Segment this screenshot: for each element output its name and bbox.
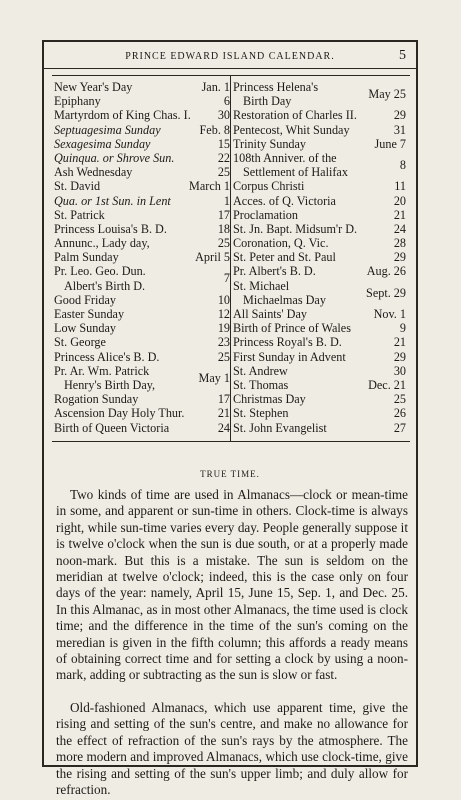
- calendar-row: [233, 264, 408, 278]
- event-date: 28: [393, 236, 406, 251]
- event-date: 27: [393, 420, 406, 435]
- calendar-row: [54, 80, 232, 94]
- page-title: PRINCE EDWARD ISLAND CALENDAR.: [125, 51, 335, 62]
- event-name: Easter Sunday: [54, 307, 125, 322]
- section-title: TRUE TIME.: [200, 469, 260, 479]
- event-name: Palm Sunday: [54, 250, 119, 265]
- event-date: May 1: [198, 370, 230, 385]
- event-name: Princess Louisa's B. D.: [54, 221, 167, 236]
- event-name: Acces. of Q. Victoria: [233, 193, 336, 208]
- calendar-row: [54, 364, 232, 392]
- event-name: Restoration of Charles II.: [233, 108, 357, 123]
- event-name: Christmas Day: [233, 392, 306, 407]
- event-name: St. Jn. Bapt. Midsum'r D.: [233, 221, 358, 236]
- event-name: Pr. Leo. Geo. Dun.: [54, 264, 146, 279]
- calendar-row: [233, 179, 408, 193]
- event-date: 22: [217, 150, 230, 165]
- calendar-row: [54, 335, 232, 349]
- event-name: Low Sunday: [54, 321, 116, 336]
- event-date: 6: [223, 94, 230, 109]
- calendar-row: [233, 208, 408, 222]
- event-date: Sept. 29: [366, 285, 406, 300]
- event-date: 20: [393, 193, 406, 208]
- calendar-row: [233, 80, 408, 108]
- event-date: Dec. 21: [368, 377, 406, 392]
- event-name: Ash Wednesday: [54, 165, 133, 180]
- event-name: Proclamation: [233, 207, 298, 222]
- event-name: Good Friday: [54, 292, 116, 307]
- event-date: 25: [217, 236, 230, 251]
- event-date: Aug. 26: [366, 264, 406, 279]
- event-date: 25: [217, 349, 230, 364]
- paragraph-true-time-2: Old-fashioned Almanacs, which use apparent time, give the rising and setting of the sun's centre, and make no allowance for the effect of refraction of the sun's rays by the atmosphere. The more modern and improved Almanacs, which use clock-time, give the rising and setting of the sun's upper limb; and duly allow for refraction.: [56, 700, 408, 798]
- paragraph-true-time-1: Two kinds of time are used in Almanacs—clock or mean-time in some, and apparent or sun-time in others. Clock-time is always right, while sun-time varies every day. People generally suppose it is twelve o'clock when the sun is due south, or at a properly made noon-mark. But this is a mistake. The sun is seldom on the meridian at twelve o'clock; indeed, this is the case only on four days of the year: namely, April 15, June 15, Sep. 1, and Dec. 25. In this Almanac, as in most other Almanacs, the time used is clock time; and the difference in the time of the sun's coming on the meredian is given in the fifth column; this affords a ready means of obtaining correct time and for setting a clock by using a noon-mark, adding or subtracting as the sun is slow or fast.: [56, 487, 408, 683]
- calendar-row: [233, 137, 408, 151]
- event-name: Annunc., Lady day,: [54, 236, 150, 251]
- event-date: 31: [393, 122, 406, 137]
- calendar-row: [233, 194, 408, 208]
- event-date: 1: [223, 193, 230, 208]
- event-date: 9: [399, 321, 406, 336]
- event-date: 24: [393, 221, 406, 236]
- calendar-row: [54, 321, 232, 335]
- event-name: Corpus Christi: [233, 179, 305, 194]
- event-date: April 5: [195, 250, 230, 265]
- event-date: 25: [393, 392, 406, 407]
- event-name-continued: Henry's Birth Day,: [64, 377, 156, 392]
- event-name-continued: Albert's Birth D.: [64, 278, 146, 293]
- event-name: First Sunday in Advent: [233, 349, 346, 364]
- event-date: 29: [393, 349, 406, 364]
- calendar-row: [233, 151, 408, 179]
- event-date: March 1: [189, 179, 230, 194]
- event-name: Septuagesima Sunday: [54, 122, 161, 137]
- calendar-row: [54, 264, 232, 292]
- calendar-row: [54, 406, 232, 420]
- event-name-continued: Michaelmas Day: [243, 292, 326, 307]
- calendar-row: [233, 279, 408, 307]
- calendar-row: [54, 236, 232, 250]
- event-name: Pentecost, Whit Sunday: [233, 122, 350, 137]
- event-date: 21: [217, 406, 230, 421]
- calendar-row: [233, 307, 408, 321]
- event-date: 30: [217, 108, 230, 123]
- event-name-continued: Birth Day: [243, 94, 292, 109]
- event-name: New Year's Day: [54, 80, 133, 94]
- event-date: 21: [393, 335, 406, 350]
- calendar-row: [54, 392, 232, 406]
- event-name: St. Michael: [233, 278, 290, 293]
- event-date: 19: [217, 321, 230, 336]
- event-name: St. Stephen: [233, 406, 289, 421]
- calendar-row: [54, 137, 232, 151]
- calendar-row: [233, 421, 408, 435]
- calendar-row: [233, 378, 408, 392]
- holiday-table: [52, 75, 410, 442]
- event-name: Rogation Sunday: [54, 392, 139, 407]
- calendar-row: [54, 123, 232, 137]
- event-name: St. Andrew: [233, 363, 288, 378]
- event-date: 29: [393, 250, 406, 265]
- calendar-row: [233, 236, 408, 250]
- event-date: Jan. 1: [201, 80, 230, 94]
- event-date: 23: [217, 335, 230, 350]
- page-header: [44, 48, 416, 69]
- event-name: Princess Alice's B. D.: [54, 349, 160, 364]
- event-name: Trinity Sunday: [233, 136, 307, 151]
- calendar-row: [233, 222, 408, 236]
- event-name: St. Patrick: [54, 207, 105, 222]
- event-name: St. George: [54, 335, 106, 350]
- event-name: Princess Helena's: [233, 80, 319, 94]
- calendar-row: [233, 250, 408, 264]
- calendar-row: [54, 421, 232, 435]
- calendar-row: [54, 222, 232, 236]
- calendar-row: [54, 108, 232, 122]
- page-border: [42, 40, 418, 798]
- calendar-row: [54, 208, 232, 222]
- event-date: 25: [217, 165, 230, 180]
- event-date: 15: [217, 136, 230, 151]
- event-name: Pr. Ar. Wm. Patrick: [54, 363, 150, 378]
- event-date: 21: [393, 207, 406, 222]
- event-name: All Saints' Day: [233, 307, 307, 322]
- event-date: May 25: [368, 87, 406, 101]
- calendar-row: [54, 250, 232, 264]
- page-number: 5: [399, 48, 406, 63]
- event-name: St. David: [54, 179, 101, 194]
- calendar-row: [54, 151, 232, 165]
- calendar-row: [54, 350, 232, 364]
- event-date: Nov. 1: [373, 307, 406, 322]
- event-name: Epiphany: [54, 94, 101, 109]
- event-name: Sexagesima Sunday: [54, 136, 151, 151]
- left-column: [54, 80, 232, 435]
- calendar-row: [54, 293, 232, 307]
- calendar-row: [54, 194, 232, 208]
- calendar-row: [233, 406, 408, 420]
- event-name: St. Thomas: [233, 377, 289, 392]
- event-date: 17: [217, 392, 230, 407]
- event-date: 10: [217, 292, 230, 307]
- calendar-row: [233, 108, 408, 122]
- calendar-row: [233, 350, 408, 364]
- event-date: 7: [223, 271, 230, 286]
- calendar-row: [54, 307, 232, 321]
- event-name: Birth of Prince of Wales: [233, 321, 351, 336]
- calendar-row: [233, 321, 408, 335]
- calendar-row: [54, 165, 232, 179]
- event-name: Pr. Albert's B. D.: [233, 264, 316, 279]
- event-date: 26: [393, 406, 406, 421]
- event-name: Ascension Day Holy Thur.: [54, 406, 185, 421]
- event-date: 17: [217, 207, 230, 222]
- event-name: St. John Evangelist: [233, 420, 327, 435]
- event-name: Princess Royal's B. D.: [233, 335, 342, 350]
- event-date: 11: [394, 179, 406, 194]
- event-name: Qua. or 1st Sun. in Lent: [54, 193, 171, 208]
- event-name: Coronation, Q. Vic.: [233, 236, 329, 251]
- event-name: St. Peter and St. Paul: [233, 250, 336, 265]
- event-date: June 7: [374, 136, 406, 151]
- event-date: 30: [393, 363, 406, 378]
- calendar-row: [54, 179, 232, 193]
- event-name-continued: Settlement of Halifax: [243, 165, 348, 180]
- calendar-row: [233, 364, 408, 378]
- event-date: 24: [217, 420, 230, 435]
- right-column: [233, 80, 408, 435]
- event-date: 8: [399, 157, 406, 172]
- event-date: 12: [217, 307, 230, 322]
- calendar-row: [233, 392, 408, 406]
- calendar-row: [233, 335, 408, 349]
- event-name: Quinqua. or Shrove Sun.: [54, 150, 175, 165]
- calendar-row: [54, 94, 232, 108]
- event-date: 18: [217, 221, 230, 236]
- event-date: Feb. 8: [199, 122, 230, 137]
- event-name: Birth of Queen Victoria: [54, 420, 170, 435]
- event-name: Martyrdom of King Chas. I.: [54, 108, 191, 123]
- calendar-row: [233, 123, 408, 137]
- event-date: 29: [393, 108, 406, 123]
- event-name: 108th Anniver. of the: [233, 150, 337, 165]
